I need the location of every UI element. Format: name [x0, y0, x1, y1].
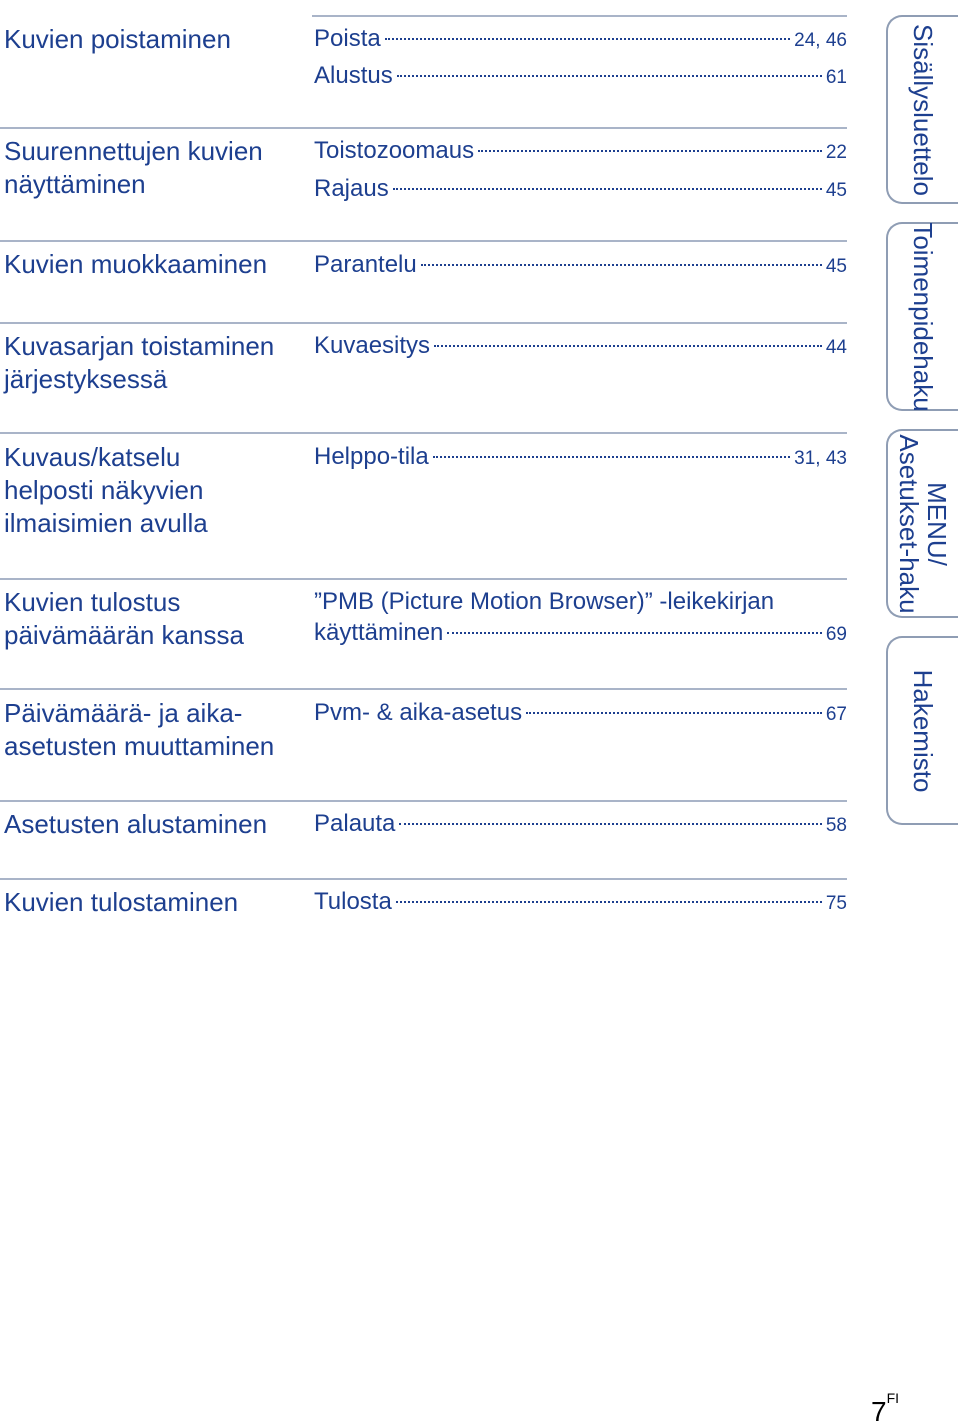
entry-label: Helppo-tila — [314, 443, 429, 470]
entry-page: 22 — [825, 142, 847, 163]
leader-dots — [397, 75, 822, 77]
tab-table-of-contents[interactable] — [886, 15, 958, 204]
leader-dots — [393, 188, 822, 190]
entry-label: käyttäminen — [314, 619, 444, 646]
entry-page: 61 — [825, 67, 847, 88]
tab-label: Sisällysluettelo — [908, 23, 938, 196]
index-entry[interactable] — [314, 134, 847, 167]
index-entry[interactable] — [314, 248, 847, 281]
index-entry[interactable] — [314, 586, 847, 648]
divider — [0, 432, 847, 434]
tab-label: Hakemisto — [908, 669, 938, 792]
leader-dots — [399, 823, 821, 825]
topic-title: Asetusten alustaminen — [4, 809, 268, 839]
page-number: $7^{FI}$ — [871, 1389, 900, 1427]
leader-dots — [434, 345, 822, 347]
divider — [0, 800, 847, 802]
divider — [0, 240, 847, 242]
entry-page: 67 — [825, 704, 847, 725]
topic-title: Kuvien muokkaaminen — [4, 249, 268, 279]
topic-title: Suurennettujen kuvien näyttäminen — [4, 136, 263, 199]
divider — [0, 878, 847, 880]
leader-dots — [396, 901, 822, 903]
leader-dots — [421, 264, 822, 266]
topic-title: Kuvien tulostus päivämäärän kanssa — [4, 587, 244, 650]
entry-label: Palauta — [314, 810, 396, 837]
divider — [0, 688, 847, 690]
index-entry[interactable] — [314, 807, 847, 840]
entry-label: Kuvaesitys — [314, 332, 431, 359]
index-entry[interactable] — [314, 440, 847, 473]
entry-page: 69 — [825, 624, 847, 645]
topic-title: Kuvien tulostaminen — [4, 887, 239, 917]
tab-label: MENU/ Asetukset-haku — [894, 433, 952, 614]
entry-page: 45 — [825, 256, 847, 277]
entry-page: 31, 43 — [794, 448, 847, 469]
leader-dots — [526, 712, 822, 714]
entry-label: Rajaus — [314, 175, 389, 202]
divider — [312, 15, 847, 17]
divider — [0, 322, 847, 324]
leader-dots — [433, 456, 790, 458]
entry-page: 58 — [825, 815, 847, 836]
topic-title: Kuvaus/katselu helposti näkyvien ilmaisimien avulla — [4, 442, 208, 538]
entry-page: 75 — [825, 893, 847, 914]
tab-label: Toimenpidehaku — [908, 221, 938, 412]
entry-label: ”PMB (Picture Motion Browser)” -leikekirjan — [314, 588, 775, 615]
topic-title: Kuvien poistaminen — [4, 24, 231, 54]
entry-label: Alustus — [314, 62, 393, 89]
divider — [0, 578, 847, 580]
entry-label: Pvm- & aika-asetus — [314, 699, 523, 726]
index-entry[interactable] — [314, 329, 847, 362]
tab-operation-search[interactable] — [886, 222, 958, 411]
index-entry[interactable] — [314, 59, 847, 92]
leader-dots — [385, 38, 790, 40]
entry-label: Tulosta — [314, 888, 392, 915]
entry-page: 44 — [825, 337, 847, 358]
entry-page: 45 — [825, 180, 847, 201]
topic-title: Kuvasarjan toistaminen järjestyksessä — [4, 331, 275, 394]
leader-dots — [447, 632, 821, 634]
index-entry[interactable] — [314, 22, 847, 55]
tab-menu-settings-search[interactable] — [886, 429, 958, 618]
index-entry[interactable] — [314, 696, 847, 729]
entry-page: 24, 46 — [794, 30, 847, 51]
entry-label: Toistozoomaus — [314, 137, 475, 164]
tab-index[interactable] — [886, 636, 958, 825]
entry-label: Poista — [314, 25, 381, 52]
index-entry[interactable] — [314, 885, 847, 918]
entry-label: Parantelu — [314, 251, 417, 278]
page-suffix: FI — [886, 1389, 900, 1406]
index-entry[interactable] — [314, 172, 847, 205]
leader-dots — [478, 150, 822, 152]
topic-title: Päivämäärä- ja aika- asetusten muuttaminen — [4, 698, 275, 761]
divider — [0, 127, 847, 129]
